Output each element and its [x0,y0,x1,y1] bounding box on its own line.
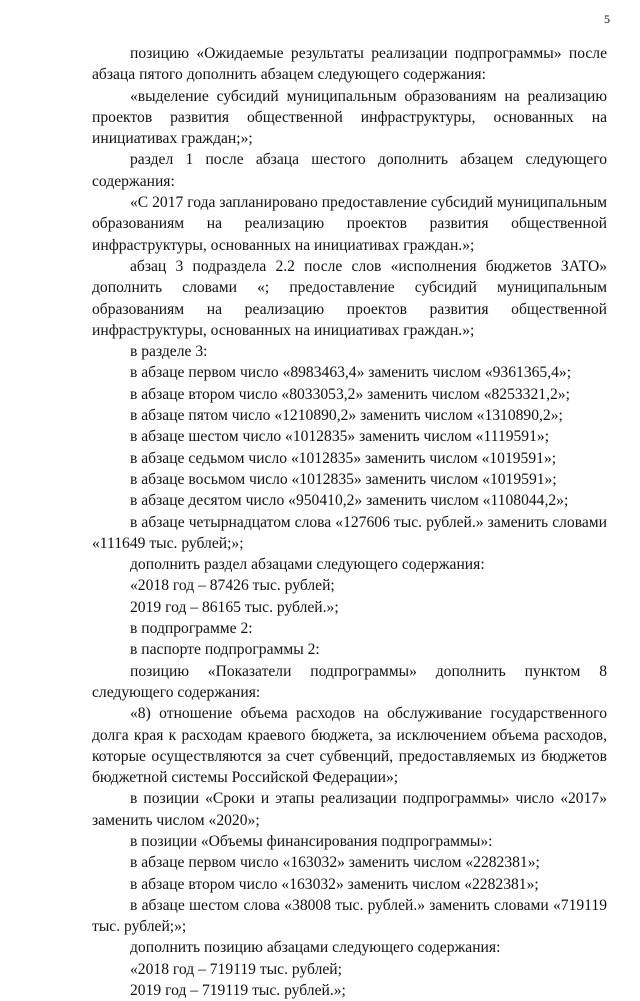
paragraph: позицию «Ожидаемые результаты реализации подпрограммы» после абзаца пятого дополнить абзацем следующего содержания: [92,45,607,84]
paragraph: дополнить позицию абзацами следующего содержания: [130,939,501,957]
paragraph: в абзаце шестом слова «38008 тыс. рублей.» заменить словами «719119 тыс. рублей;»; [92,896,607,936]
paragraph: 2019 год – 719119 тыс. рублей.»; [130,982,346,1000]
paragraph: «2018 год – 719119 тыс. рублей; [130,960,342,978]
paragraph: в абзаце четырнадцатом слова «127606 тыс. рублей.» заменить словами «111649 тыс. рублей;»; [92,513,607,552]
page-number: 5 [604,12,610,26]
paragraph: в позиции «Сроки и этапы реализации подпрограммы» число «2017» заменить числом «2020»; [92,790,607,829]
paragraph: в разделе 3: [130,343,208,361]
paragraph: позицию «Показатели подпрограммы» дополнить пунктом 8 следующего содержания: [92,662,607,701]
document-body [92,43,607,1001]
paragraph: в абзаце первом число «8983463,4» заменить числом «9361365,4»; [130,364,572,382]
paragraph: в абзаце шестом число «1012835» заменить числом «1119591»; [130,428,550,446]
paragraph: в абзаце пятом число «1210890,2» заменить числом «1310890,2»; [130,407,563,425]
paragraph: «С 2017 года запланировано предоставление субсидий муниципальным образованиям на реализацию проектов развития общественной инфраструктуры, основанных на инициативах граждан.»; [92,194,607,254]
paragraph: в абзаце втором число «163032» заменить числом «2282381»; [130,875,539,893]
paragraph: 2019 год – 86165 тыс. рублей.»; [130,598,339,616]
paragraph: дополнить раздел абзацами следующего содержания: [130,556,485,574]
paragraph: «8) отношение объема расходов на обслуживание государственного долга края к расходам краевого бюджета, за исключением объема расходов, которые осуществляются за счет субвенций, предоставляемых из бюджетов бюджетной системы Российской Федерации»; [92,705,607,787]
paragraph: абзац 3 подраздела 2.2 после слов «исполнения бюджетов ЗАТО» дополнить словами «; предоставление субсидий муниципальным образованиям на реализацию проектов развития общественной инфраструктуры, основанных на инициативах граждан.»; [92,257,607,339]
paragraph: в позиции «Объемы финансирования подпрограммы»: [130,832,493,850]
paragraph: в абзаце десятом число «950410,2» заменить числом «1108044,2»; [130,492,569,510]
paragraph: в паспорте подпрограммы 2: [130,641,320,659]
paragraph: «2018 год – 87426 тыс. рублей; [130,577,335,595]
paragraph: в абзаце первом число «163032» заменить числом «2282381»; [130,854,540,872]
paragraph: раздел 1 после абзаца шестого дополнить абзацем следующего содержания: [92,151,607,190]
paragraph: в абзаце втором число «8033053,2» заменить числом «8253321,2»; [130,385,570,403]
paragraph: в абзаце восьмом число «1012835» заменить числом «1019591»; [130,470,557,488]
paragraph: «выделение субсидий муниципальным образованиям на реализацию проектов развития общественной инфраструктуры, основанных на инициативах граждан;»; [92,87,607,148]
paragraph: в подпрограмме 2: [130,620,253,638]
paragraph: в абзаце седьмом число «1012835» заменить числом «1019591»; [130,449,557,467]
